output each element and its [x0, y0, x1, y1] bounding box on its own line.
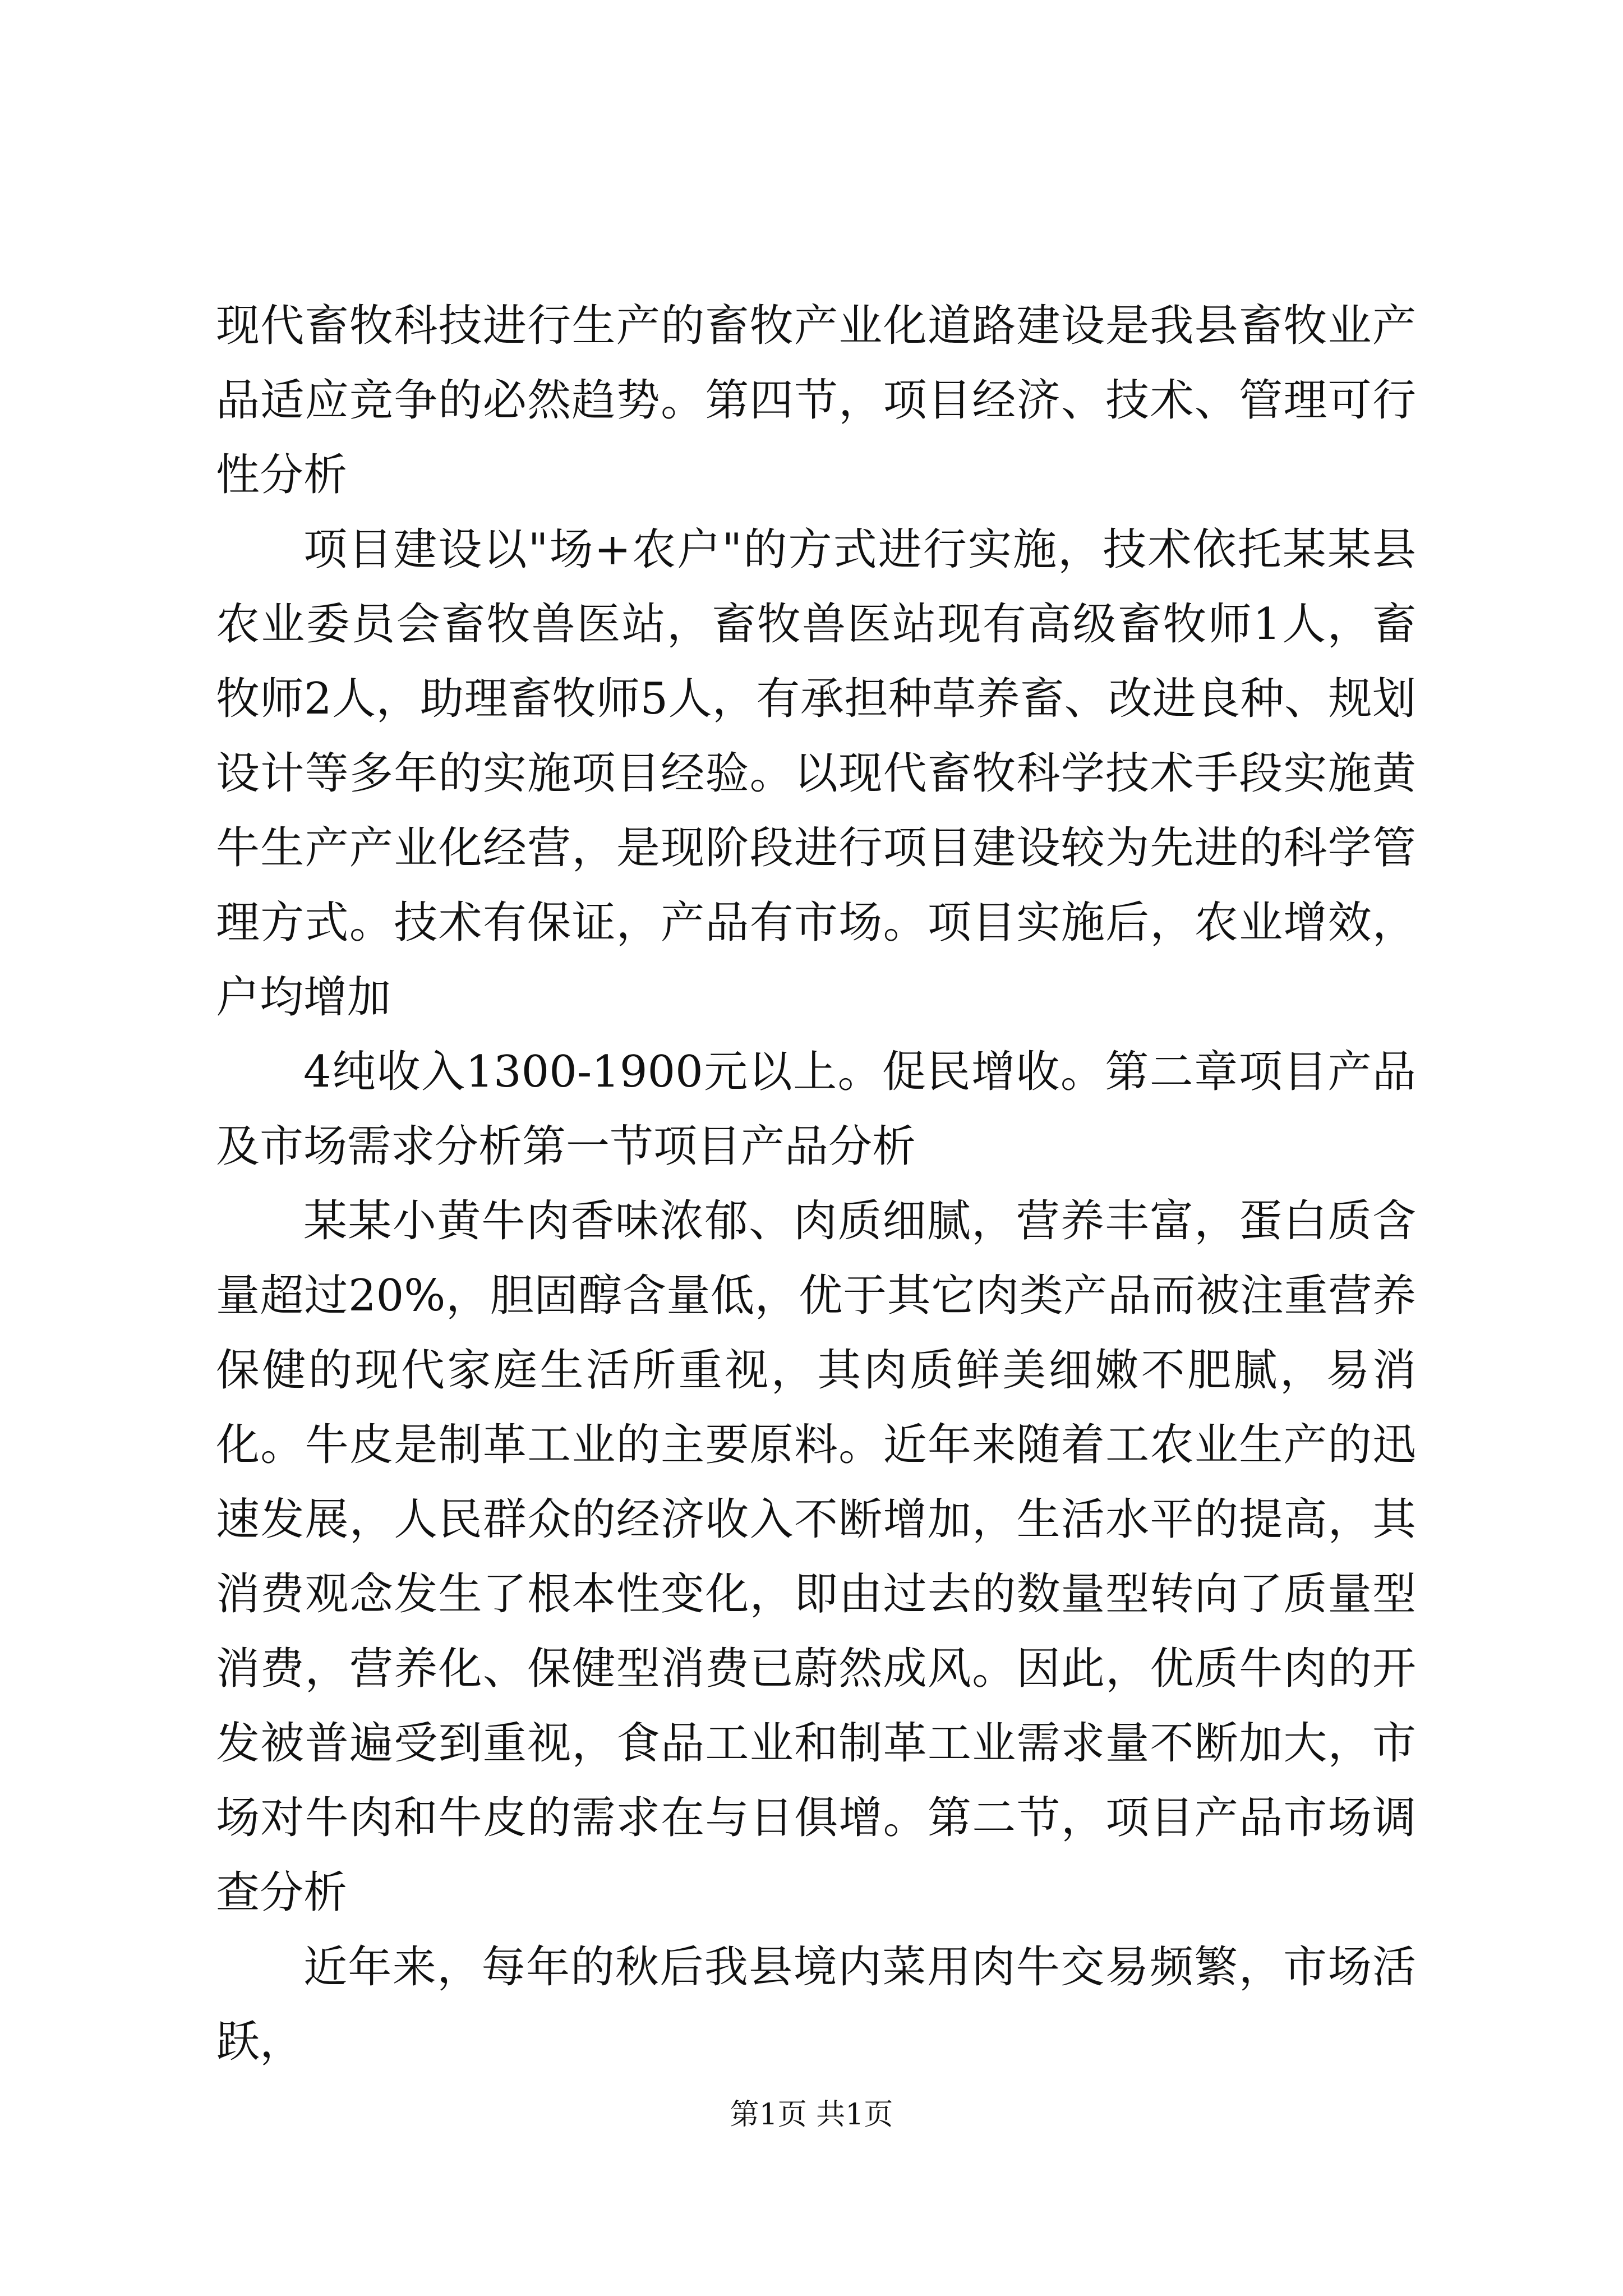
- paragraph-3: 4纯收入1300-1900元以上。促民增收。第二章项目产品及市场需求分析第一节项目产品分析: [216, 1047, 1416, 1172]
- paragraph-5: 近年来，每年的秋后我县境内菜用肉牛交易频繁，市场活跃，: [216, 1942, 1416, 2067]
- paragraph-4: 某某小黄牛肉香味浓郁、肉质细腻，营养丰富，蛋白质含量超过20%，胆固醇含量低，优于其它肉类产品而被注重营养保健的现代家庭生活所重视，其肉质鲜美细嫩不肥腻，易消化。牛皮是制革工业的主要原料。近年来随着工农业生产的迅速发展，人民群众的经济收入不断增加，生活水平的提高，其消费观念发生了根本性变化，即由过去的数量型转向了质量型消费，营养化、保健型消费已蔚然成风。因此，优质牛肉的开发被普遍受到重视，食品工业和制革工业需求量不断加大，市场对牛肉和牛皮的需求在与日俱增。第二节，项目产品市场调查分析: [216, 1196, 1416, 1918]
- page-footer: [0, 2095, 1623, 2134]
- paragraph-1: 现代畜牧科技进行生产的畜牧产业化道路建设是我县畜牧业产品适应竞争的必然趋势。第四节，项目经济、技术、管理可行性分析: [216, 301, 1416, 500]
- paragraph-2: 项目建设以"场+农户"的方式进行实施，技术依托某某县农业委员会畜牧兽医站，畜牧兽医站现有高级畜牧师1人，畜牧师2人，助理畜牧师5人，有承担种草养畜、改进良种、规划设计等多年的实施项目经验。以现代畜牧科学技术手段实施黄牛生产产业化经营，是现阶段进行项目建设较为先进的科学管理方式。技术有保证，产品有市场。项目实施后，农业增效，户均增加: [216, 524, 1416, 1023]
- page-number-label: 第1页 共1页: [730, 2098, 893, 2132]
- document-body: [216, 289, 1416, 2079]
